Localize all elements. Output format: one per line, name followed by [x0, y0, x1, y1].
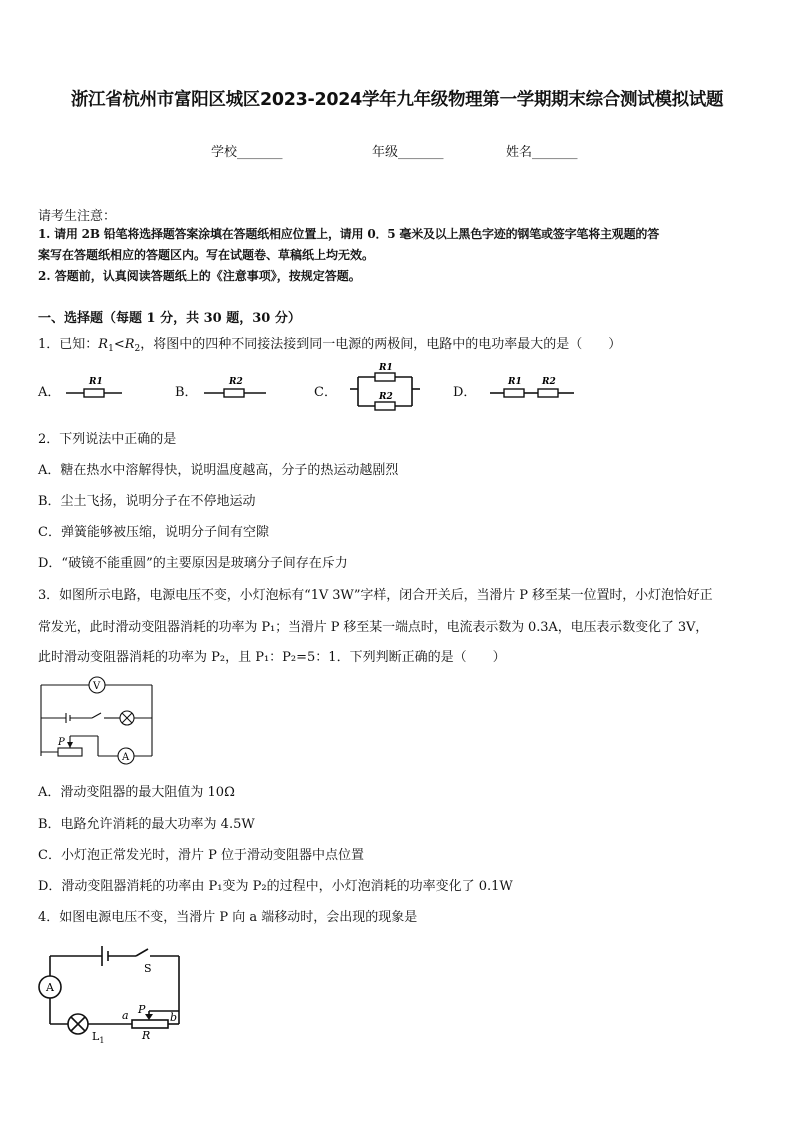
- notice-line-1a: 1. 请用 2B 铅笔将选择题答案涂填在答题纸相应位置上，请用 0．5 毫米及以上黑色字迹的钢笔或签字笔将主观题的答: [38, 227, 660, 241]
- q4-switch-label: S: [144, 962, 152, 975]
- grade-field: 年级_______: [372, 145, 444, 160]
- q4-end-a-label: a: [122, 1009, 129, 1022]
- question-3-line-3: 此时滑动变阻器消耗的功率为 P₂，且 P₁：P₂=5：1．下列判断正确的是（ ）: [38, 650, 506, 665]
- q1-option-a: A．: [38, 385, 61, 400]
- q2-option-d: D．“破镜不能重圆”的主要原因是玻璃分子间存在斥力: [38, 556, 348, 571]
- q3-ammeter-label: A: [122, 752, 130, 763]
- q2-option-b: B．尘土飞扬，说明分子在不停地运动: [38, 494, 256, 509]
- q1a-label-r1: R1: [89, 377, 103, 387]
- notice-line-1b: 案写在答题纸相应的答题区内。写在试题卷、草稿纸上均无效。: [38, 248, 375, 262]
- q4-lamp-label: [92, 1030, 104, 1045]
- question-1-stem: [38, 333, 621, 354]
- q4-lamp-sub: 1: [99, 1036, 105, 1045]
- question-2-stem: 2．下列说法中正确的是: [38, 432, 177, 447]
- q1-prefix: 1．已知：: [38, 337, 99, 352]
- q3-option-c: C．小灯泡正常发光时，滑片 P 位于滑动变阻器中点位置: [38, 848, 364, 863]
- q1-option-b: B．: [175, 385, 198, 400]
- q1d-label-r2: R2: [542, 377, 556, 387]
- q3-option-b: B．电路允许消耗的最大功率为 4.5W: [38, 817, 255, 832]
- question-4-stem: 4．如图电源电压不变，当滑片 P 向 a 端移动时，会出现的现象是: [38, 910, 418, 925]
- q2-option-c: C．弹簧能够被压缩，说明分子间有空隙: [38, 525, 269, 540]
- q3-option-a: A．滑动变阻器的最大阻值为 10Ω: [38, 785, 235, 800]
- school-field: 学校_______: [211, 145, 283, 160]
- section-heading: 一、选择题（每题 1 分，共 30 题，30 分）: [38, 311, 301, 326]
- q1-rest: ，将图中的四种不同接法接到同一电源的两极间，电路中的电功率最大的是（ ）: [140, 337, 622, 352]
- q4-ammeter-label: A: [46, 981, 54, 994]
- q3-slider-label: P: [58, 737, 65, 748]
- q1-circuit-a: [62, 371, 128, 401]
- q1-r2: R: [124, 337, 135, 352]
- q1-lt: <: [113, 337, 125, 352]
- notice-heading: 请考生注意：: [38, 209, 117, 224]
- notice-line-2: 2. 答题前，认真阅读答题纸上的《注意事项》，按规定答题。: [38, 269, 361, 283]
- question-3-line-2: 常发光，此时滑动变阻器消耗的功率为 P₁；当滑片 P 移至某一端点时，电流表示数为 0.3A，电压表示数变化了 3V，: [38, 620, 709, 635]
- q1c-label-r2: R2: [379, 392, 393, 402]
- q4-slider-label: P: [138, 1003, 146, 1016]
- q1b-label-r2: R2: [229, 377, 243, 387]
- q1c-label-r1: R1: [379, 363, 393, 373]
- q3-voltmeter-label: V: [93, 681, 101, 692]
- q1-r1: R: [98, 337, 109, 352]
- q1-circuit-d: [488, 371, 578, 401]
- q1-r2-sub: 2: [134, 344, 141, 354]
- q1-circuit-c: [348, 362, 424, 414]
- q4-end-b-label: b: [170, 1011, 178, 1024]
- q4-lamp-letter: L: [92, 1030, 100, 1043]
- question-3-line-1: 3．如图所示电路，电源电压不变，小灯泡标有“1V 3W”字样，闭合开关后，当滑片 P 移至某一位置时，小灯泡恰好正: [38, 588, 713, 603]
- q4-circuit-diagram: [36, 940, 188, 1048]
- page-title: 浙江省杭州市富阳区城区2023-2024学年九年级物理第一学期期末综合测试模拟试题: [70, 90, 724, 110]
- q1-r1-sub: 1: [108, 344, 114, 354]
- q1-option-c: C．: [314, 385, 337, 400]
- q2-option-a: A．糖在热水中溶解得快，说明温度越高，分子的热运动越剧烈: [38, 463, 399, 478]
- q1-circuit-b: [200, 371, 270, 401]
- q3-circuit-diagram: [36, 676, 158, 770]
- q4-rheostat-label: R: [142, 1029, 151, 1042]
- name-field: 姓名_______: [506, 145, 578, 160]
- q1-option-d: D．: [453, 385, 477, 400]
- q1d-label-r1: R1: [508, 377, 522, 387]
- q3-option-d: D．滑动变阻器消耗的功率由 P₁变为 P₂的过程中，小灯泡消耗的功率变化了 0.1W: [38, 879, 513, 894]
